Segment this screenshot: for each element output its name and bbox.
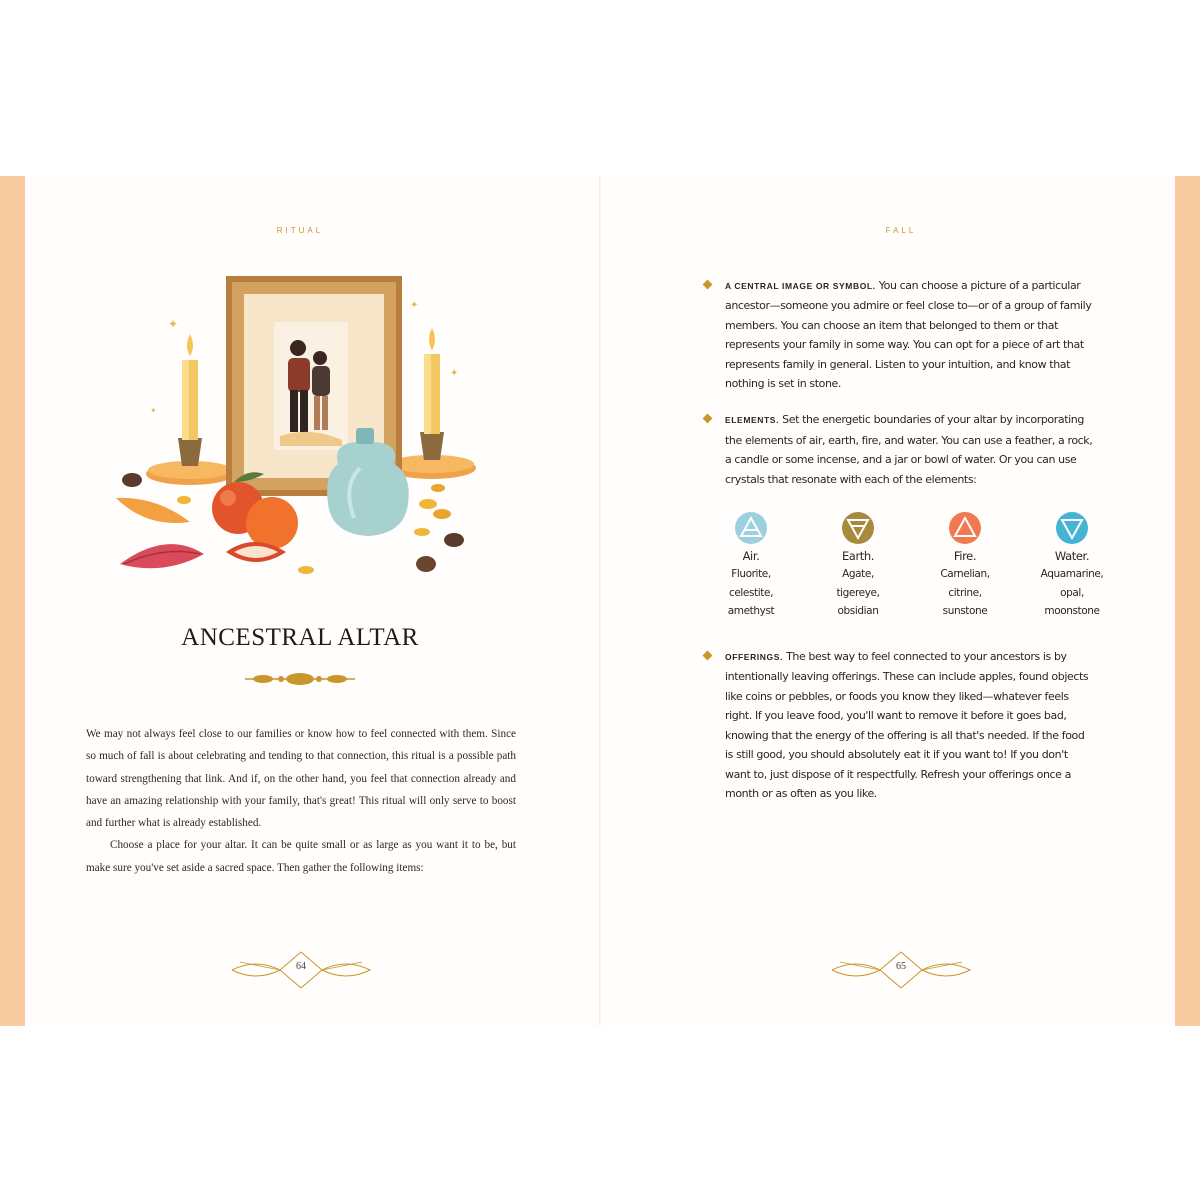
crystal-list: Fluorite,	[731, 568, 771, 581]
crystal-list: tigereye,	[836, 586, 880, 599]
elements-row	[716, 511, 1116, 621]
element-water	[1027, 511, 1117, 620]
crystal-list: citrine,	[948, 586, 982, 599]
running-head-left: RITUAL	[276, 226, 324, 235]
svg-text:✦: ✦	[410, 300, 419, 311]
item-text: You can choose a picture of a particular ancestor—someone you admire or feel close to—or of a group of family members. You can choose an item that belonged to them or that represents your family in some way. You can opt for a piece of art that represents family in general. Listen to your intuition, and know that nothing is set in stone.	[725, 279, 1092, 391]
fire-triangle-icon	[948, 511, 982, 545]
crystal-list: Agate,	[842, 568, 874, 581]
folio-left	[226, 948, 376, 992]
item-lead: ELEMENTS.	[725, 415, 780, 426]
water-triangle-icon	[1055, 511, 1089, 545]
altar-illustration	[110, 268, 490, 588]
crystal-list: moonstone	[1044, 604, 1100, 617]
crystal-list: obsidian	[837, 604, 879, 617]
crystal-list: sunstone	[942, 604, 988, 617]
svg-text:✦: ✦	[168, 317, 179, 331]
left-page-edge	[0, 176, 25, 1026]
air-triangle-icon	[734, 511, 768, 545]
element-name: Air.	[742, 549, 760, 563]
svg-text:✦: ✦	[150, 406, 157, 415]
gutter	[599, 176, 601, 1026]
item-lead: A CENTRAL IMAGE OR SYMBOL.	[725, 281, 876, 291]
crystal-list: Carnelian,	[940, 568, 990, 581]
element-fire	[920, 511, 1010, 620]
item-text: The best way to feel connected to your ancestors is by intentionally leaving offerings. These can include apples, found objects like coins or pebbles, or foods you know they liked—whatever feels right. If you leave food, you'll want to remove it before it goes bad, knowing that the energy of the offering is all that's needed. If the food is still good, you should absolutely eat it if you want to! If you don't want to, just dispose of it respectfully. Refresh your offerings once a month or as often as you like.	[725, 650, 1089, 800]
folio-right	[826, 948, 976, 992]
page-title: ANCESTRAL ALTAR	[181, 624, 419, 651]
paragraph: Choose a place for your altar. It can be quite small or as large as you want it to be, but make sure you've set aside a sacred space. Then gather the following items:	[86, 839, 516, 874]
element-name: Earth.	[841, 549, 875, 563]
item-lead: OFFERINGS.	[725, 652, 783, 663]
element-earth	[813, 511, 903, 620]
diamond-bullet-icon	[703, 651, 713, 661]
element-name: Water.	[1054, 549, 1090, 563]
running-head-right: FALL	[885, 226, 917, 235]
crystal-list: celestite,	[728, 586, 774, 599]
element-name: Fire.	[953, 549, 977, 563]
list-item	[704, 647, 1094, 803]
paragraph: We may not always feel close to our families or know how to feel connected with them. Since so much of fall is about celebrating and tending to that connection, this ritual is a possible path toward strengthening that link. And if, on the other hand, you feel that connection already and have an amazing relationship with your family, that's great! This ritual will only serve to boost and further what is already established.	[86, 728, 516, 830]
earth-triangle-icon	[841, 511, 875, 545]
crystal-list: opal,	[1060, 586, 1084, 599]
item-text: Set the energetic boundaries of your altar by incorporating the elements of air, earth, fire, and water. You can use a feather, a rock, a candle or some incense, and a jar or bowl of water. Or you can use crystals that resonate with each of the elements:	[725, 413, 1093, 486]
list-item	[704, 276, 1094, 393]
diamond-bullet-icon	[703, 414, 713, 424]
list-item	[704, 410, 1094, 489]
page-number-right: 65	[896, 961, 906, 972]
right-page-edge	[1175, 176, 1200, 1026]
body-text-left	[86, 723, 516, 879]
ornament-divider	[245, 671, 355, 687]
crystal-list: Aquamarine,	[1040, 568, 1104, 581]
svg-text:✦: ✦	[450, 368, 459, 379]
page-number-left: 64	[296, 961, 306, 972]
diamond-bullet-icon	[703, 280, 713, 290]
element-air	[706, 511, 796, 620]
crystal-list: amethyst	[727, 604, 775, 617]
book-spread	[0, 176, 1200, 1026]
